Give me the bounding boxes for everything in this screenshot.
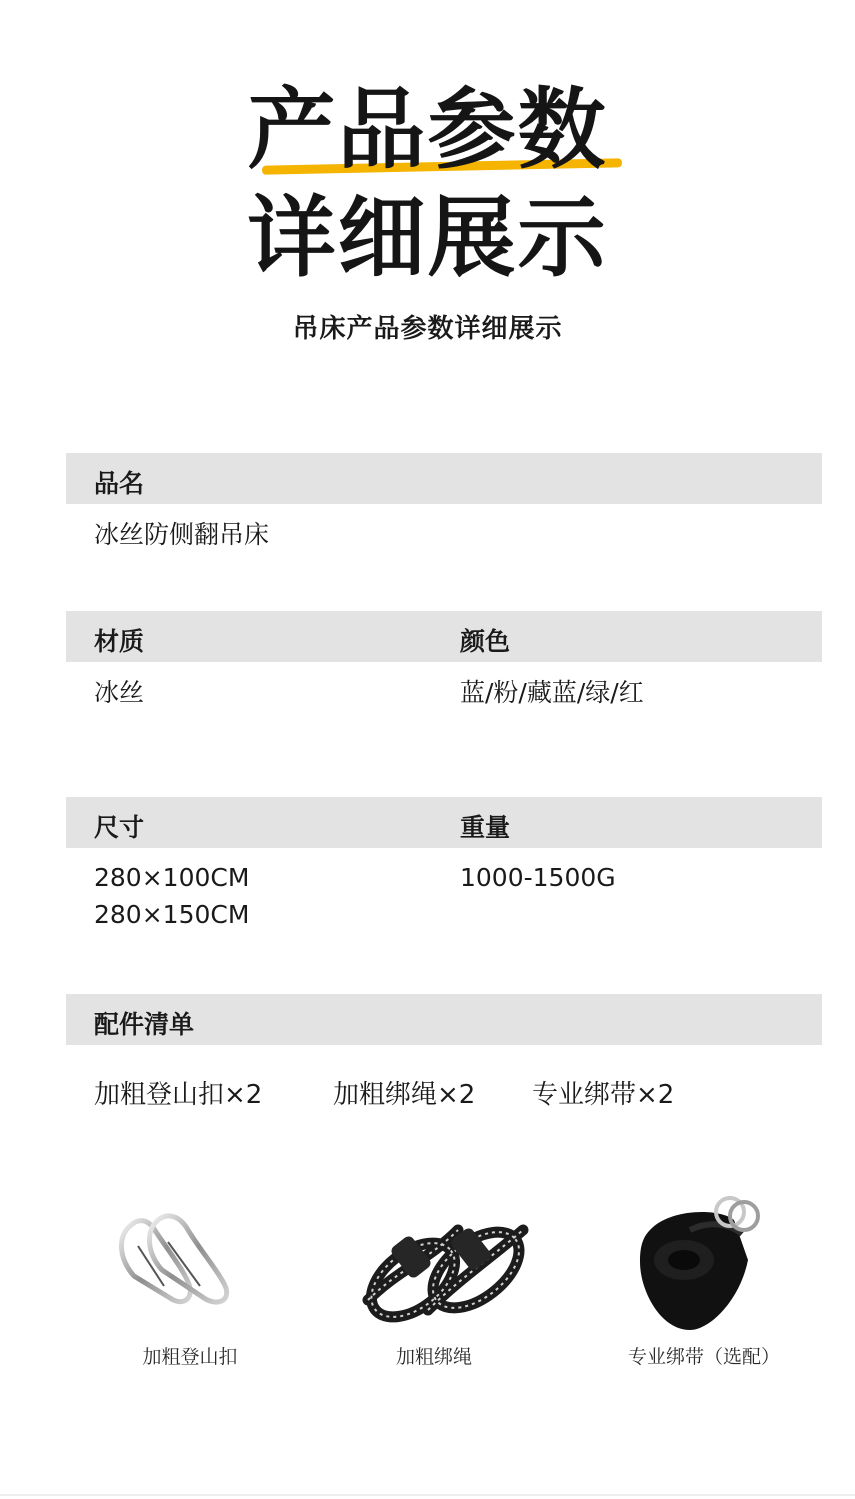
hero-title (0, 80, 855, 288)
value-weight: 1000-1500G (460, 863, 616, 892)
rope-icon (358, 1200, 538, 1324)
value-material: 冰丝 (94, 678, 145, 707)
product-caption-strap: 专业绑带（选配） (627, 1346, 780, 1368)
label-weight: 重量 (460, 813, 511, 842)
hero-title-line2: 详细展示 (247, 186, 608, 289)
accessory-item-strap: 专业绑带×2 (532, 1080, 675, 1110)
label-accessories: 配件清单 (94, 1010, 195, 1039)
value-size-1: 280×100CM (94, 863, 250, 892)
label-color: 颜色 (460, 627, 511, 656)
accessory-item-rope: 加粗绑绳×2 (333, 1080, 476, 1110)
product-caption-rope: 加粗绑绳 (395, 1346, 472, 1368)
section-bar-accessories (66, 994, 822, 1045)
value-size-2: 280×150CM (94, 900, 250, 929)
hero-title-line1: 产品参数 (247, 78, 608, 181)
value-product-name: 冰丝防侧翻吊床 (94, 520, 270, 549)
strap-icon (630, 1190, 770, 1338)
section-bar-name (66, 453, 822, 504)
page-subtitle: 吊床产品参数详细展示 (292, 314, 563, 344)
carabiner-icon (108, 1206, 248, 1312)
section-bar-material-color (66, 611, 822, 662)
bottom-divider (0, 1494, 855, 1496)
accessory-item-carabiner: 加粗登山扣×2 (94, 1080, 263, 1110)
label-material: 材质 (94, 627, 145, 656)
label-product-name: 品名 (94, 469, 145, 498)
section-bar-size-weight (66, 797, 822, 848)
value-color: 蓝/粉/藏蓝/绿/红 (460, 678, 644, 707)
product-caption-carabiner: 加粗登山扣 (142, 1346, 238, 1368)
label-size: 尺寸 (94, 813, 145, 842)
